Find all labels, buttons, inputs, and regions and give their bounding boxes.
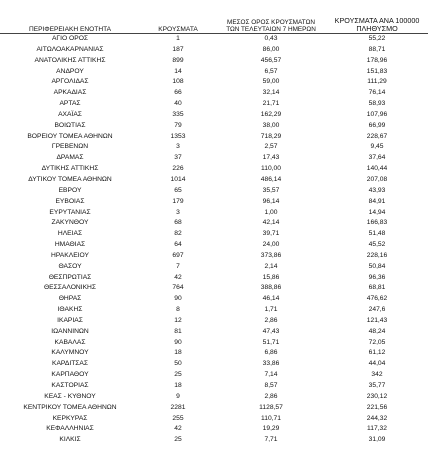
table-row (0, 283, 428, 294)
cases-cell: 65 (174, 186, 182, 194)
per-100000-cell: 140,44 (366, 165, 388, 173)
table-row (0, 99, 428, 110)
seven-day-average-cell: 24,00 (262, 241, 280, 249)
region-cell: ΕΒΡΟΥ (58, 186, 82, 194)
cases-cell: 1353 (170, 132, 186, 140)
cases-cell: 25 (174, 436, 182, 444)
cases-cell: 335 (172, 110, 184, 118)
cases-cell: 226 (172, 165, 184, 173)
table-row (0, 34, 428, 45)
seven-day-average-cell: 456,57 (260, 56, 282, 64)
region-cell: ΙΚΑΡΙΑΣ (57, 316, 83, 324)
per-100000-cell: 50,84 (368, 262, 386, 270)
per-100000-cell: 88,71 (368, 45, 386, 53)
table-row (0, 251, 428, 262)
cases-cell: 37 (174, 154, 182, 162)
per-100000-cell: 228,67 (366, 132, 388, 140)
seven-day-average-cell: 17,43 (262, 154, 280, 162)
table-row (0, 164, 428, 175)
cases-cell: 64 (174, 241, 182, 249)
region-cell: ΓΡΕΒΕΝΩΝ (51, 143, 89, 151)
per-100000-cell: 476,62 (366, 295, 388, 303)
seven-day-average-cell: 8,57 (264, 382, 278, 389)
seven-day-average-cell: 46,14 (262, 295, 280, 303)
seven-day-average-cell: 59,00 (262, 78, 280, 86)
region-cell: ΚΑΡΔΙΤΣΑΣ (51, 360, 89, 368)
region-cell: ΙΘΑΚΗΣ (57, 306, 83, 314)
per-100000-cell: 166,83 (366, 219, 388, 227)
table-row (0, 208, 428, 219)
per-100000-cell: 14,94 (368, 208, 386, 216)
cases-cell: 697 (172, 251, 184, 259)
cases-cell: 8 (176, 306, 180, 314)
per-100000-cell: 230,12 (366, 392, 388, 400)
cases-cell: 9 (176, 392, 180, 400)
per-100000-cell: 207,08 (366, 175, 388, 183)
table-row (0, 240, 428, 251)
cases-cell: 255 (172, 414, 184, 422)
table-row (0, 327, 428, 338)
cases-cell: 18 (174, 382, 182, 389)
per-100000-cell: 48,24 (368, 327, 386, 335)
header-avg-line1: ΜΕΣΟΣ ΟΡΟΣ ΚΡΟΥΣΜΑΤΩΝ (227, 19, 315, 26)
seven-day-average-cell: 32,14 (262, 89, 280, 97)
seven-day-average-cell: 1,00 (264, 208, 278, 216)
cases-cell: 899 (172, 56, 184, 64)
table-header (0, 11, 428, 34)
per-100000-cell: 117,32 (367, 425, 387, 433)
per-100000-cell: 244,32 (366, 414, 388, 422)
region-cell: ΚΑΒΑΛΑΣ (54, 338, 86, 346)
per-100000-cell: 66,99 (368, 121, 386, 129)
table-row (0, 262, 428, 273)
region-cell: ΑΝΔΡΟΥ (56, 67, 84, 75)
cases-cell: 764 (172, 284, 184, 292)
region-cell: ΚΙΛΚΙΣ (59, 436, 81, 444)
table-row (0, 294, 428, 305)
table-row (0, 370, 428, 381)
table-row (0, 45, 428, 56)
cases-cell: 25 (174, 371, 182, 379)
table-row (0, 381, 428, 392)
table-row (0, 316, 428, 327)
header-per-line1: ΚΡΟΥΣΜΑΤΑ ΑΝΑ 100000 (334, 16, 420, 25)
cases-cell: 179 (172, 197, 184, 205)
header-cases (140, 11, 216, 34)
seven-day-average-cell: 0,43 (264, 35, 278, 42)
region-cell: ΑΧΑΪΑΣ (58, 110, 82, 118)
cases-cell: 14 (174, 67, 182, 75)
cases-cell: 66 (174, 89, 182, 97)
per-100000-cell: 76,14 (368, 89, 386, 97)
table-row (0, 77, 428, 88)
seven-day-average-cell: 1,71 (264, 306, 278, 314)
seven-day-average-cell: 21,71 (262, 100, 280, 108)
region-cell: ΕΥΡΥΤΑΝΙΑΣ (49, 208, 91, 216)
per-100000-cell: 342 (371, 371, 383, 379)
region-cell: ΒΟΙΩΤΙΑΣ (54, 121, 86, 129)
region-cell: ΔΥΤΙΚΟΥ ΤΟΜΕΑ ΑΘΗΝΩΝ (28, 175, 112, 183)
cases-cell: 3 (176, 143, 180, 151)
region-cell: ΑΙΤΩΛΟΑΚΑΡΝΑΝΙΑΣ (36, 45, 104, 53)
per-100000-cell: 58,93 (368, 100, 386, 108)
cases-cell: 7 (176, 262, 180, 270)
region-cell: ΚΕΑΣ - ΚΥΘΝΟΥ (44, 392, 96, 400)
cases-cell: 79 (174, 121, 182, 129)
seven-day-average-cell: 47,43 (262, 327, 280, 335)
seven-day-average-cell: 15,86 (262, 273, 280, 281)
table-row (0, 121, 428, 132)
per-100000-cell: 68,81 (368, 284, 386, 292)
table-row (0, 359, 428, 370)
region-cell: ΑΝΑΤΟΛΙΚΗΣ ΑΤΤΙΚΗΣ (34, 56, 106, 64)
cases-cell: 2281 (170, 403, 186, 411)
cases-cell: 1014 (170, 175, 186, 183)
table-row (0, 88, 428, 99)
region-cell: ΘΗΡΑΣ (58, 295, 82, 303)
header-region (0, 11, 140, 34)
per-100000-cell: 247,6 (368, 306, 386, 314)
seven-day-average-cell: 96,14 (262, 197, 280, 205)
table-row (0, 435, 428, 446)
per-100000-cell: 151,83 (366, 67, 388, 75)
per-100000-cell: 121,43 (366, 316, 388, 324)
cases-cell: 81 (174, 327, 182, 335)
cases-cell: 40 (174, 100, 182, 108)
seven-day-average-cell: 6,86 (264, 349, 278, 357)
seven-day-average-cell: 162,29 (260, 110, 282, 118)
per-100000-cell: 31,09 (368, 436, 386, 444)
per-100000-cell: 55,22 (368, 35, 386, 42)
seven-day-average-cell: 2,14 (264, 262, 278, 270)
table-row (0, 414, 428, 425)
seven-day-average-cell: 718,29 (260, 132, 282, 140)
region-cell: ΚΑΛΥΜΝΟΥ (51, 349, 89, 357)
region-cell: ΘΑΣΟΥ (58, 262, 82, 270)
seven-day-average-cell: 110,71 (261, 414, 281, 422)
cases-cell: 18 (174, 349, 182, 357)
header-per-line2: ΠΛΗΘΥΣΜΟ (356, 24, 398, 33)
table-row (0, 392, 428, 403)
region-cell: ΘΕΣΠΡΩΤΙΑΣ (48, 273, 92, 281)
region-cell: ΖΑΚΥΝΘΟΥ (51, 219, 89, 227)
region-cell: ΚΕΡΚΥΡΑΣ (52, 414, 88, 422)
table-row (0, 197, 428, 208)
header-cases-label: ΚΡΟΥΣΜΑΤΑ (158, 26, 198, 33)
seven-day-average-cell: 2,86 (264, 316, 278, 324)
region-cell: ΚΑΣΤΟΡΙΑΣ (51, 382, 89, 389)
region-cell: ΚΑΡΠΑΘΟΥ (51, 371, 89, 379)
seven-day-average-cell: 6,57 (264, 67, 278, 75)
cases-cell: 108 (172, 78, 184, 86)
table-body (0, 34, 428, 447)
table-row (0, 175, 428, 186)
cases-cell: 68 (174, 219, 182, 227)
table-row (0, 403, 428, 414)
table-row (0, 348, 428, 359)
table-row (0, 56, 428, 67)
table-row (0, 110, 428, 121)
header-row (0, 11, 428, 34)
region-cell: ΚΕΦΑΛΛΗΝΙΑΣ (46, 425, 94, 433)
per-100000-cell: 111,29 (367, 78, 387, 86)
per-100000-cell: 35,77 (368, 382, 386, 389)
header-cases-per-100000 (326, 11, 428, 34)
seven-day-average-cell: 86,00 (262, 45, 280, 53)
per-100000-cell: 84,91 (368, 197, 386, 205)
seven-day-average-cell: 39,71 (262, 230, 280, 238)
per-100000-cell: 72,05 (368, 338, 386, 346)
seven-day-average-cell: 373,86 (260, 251, 282, 259)
region-cell: ΔΥΤΙΚΗΣ ΑΤΤΙΚΗΣ (41, 165, 99, 173)
header-avg-line2: ΤΩΝ ΤΕΛΕΥΤΑΙΩΝ 7 ΗΜΕΡΩΝ (226, 26, 316, 33)
table-row (0, 229, 428, 240)
cases-cell: 3 (176, 208, 180, 216)
seven-day-average-cell: 1128,57 (259, 403, 283, 411)
region-cell: ΑΓΙΟ ΟΡΟΣ (51, 35, 89, 42)
per-100000-cell: 228,16 (366, 251, 388, 259)
region-cell: ΑΡΓΟΛΙΔΑΣ (51, 78, 89, 86)
region-cell: ΚΕΝΤΡΙΚΟΥ ΤΟΜΕΑ ΑΘΗΝΩΝ (23, 403, 117, 411)
region-cell: ΘΕΣΣΑΛΟΝΙΚΗΣ (43, 284, 97, 292)
region-cell: ΗΡΑΚΛΕΙΟΥ (51, 251, 89, 259)
cases-cell: 187 (172, 45, 184, 53)
seven-day-average-cell: 7,71 (264, 436, 278, 444)
table-row (0, 424, 428, 435)
cases-cell: 12 (174, 316, 182, 324)
table-row (0, 142, 428, 153)
seven-day-average-cell: 486,14 (260, 175, 282, 183)
per-100000-cell: 43,93 (368, 186, 386, 194)
per-100000-cell: 45,52 (368, 241, 386, 249)
seven-day-average-cell: 2,86 (264, 392, 278, 400)
seven-day-average-cell: 35,57 (262, 186, 280, 194)
seven-day-average-cell: 110,00 (261, 165, 281, 173)
table-row (0, 338, 428, 349)
seven-day-average-cell: 2,57 (264, 143, 278, 151)
per-100000-cell: 61,12 (368, 349, 386, 357)
table-row (0, 67, 428, 78)
region-cell: ΔΡΑΜΑΣ (56, 154, 84, 162)
table-row (0, 132, 428, 143)
seven-day-average-cell: 42,14 (262, 219, 280, 227)
seven-day-average-cell: 51,71 (262, 338, 280, 346)
cases-cell: 50 (174, 360, 182, 368)
per-100000-cell: 37,64 (368, 154, 386, 162)
per-100000-cell: 44,04 (368, 360, 386, 368)
header-seven-day-average (216, 11, 326, 34)
table-row (0, 273, 428, 284)
cases-cell: 90 (174, 338, 182, 346)
seven-day-average-cell: 388,86 (260, 284, 282, 292)
region-cell: ΗΛΕΙΑΣ (57, 230, 83, 238)
per-100000-cell: 96,36 (368, 273, 386, 281)
header-region-label: ΠΕΡΙΦΕΡΕΙΑΚΗ ΕΝΟΤΗΤΑ (28, 26, 112, 33)
table-row (0, 218, 428, 229)
region-cell: ΒΟΡΕΙΟΥ ΤΟΜΕΑ ΑΘΗΝΩΝ (27, 132, 113, 140)
table-row (0, 153, 428, 164)
table-row (0, 305, 428, 316)
region-cell: ΗΜΑΘΙΑΣ (54, 241, 86, 249)
covid-cases-table (0, 11, 428, 446)
region-cell: ΕΥΒΟΙΑΣ (55, 197, 85, 205)
per-100000-cell: 221,56 (366, 403, 388, 411)
per-100000-cell: 9,45 (370, 143, 384, 151)
per-100000-cell: 107,96 (366, 110, 388, 118)
seven-day-average-cell: 38,00 (262, 121, 280, 129)
table-row (0, 186, 428, 197)
seven-day-average-cell: 7,14 (264, 371, 278, 379)
region-cell: ΙΩΑΝΝΙΝΩΝ (51, 327, 89, 335)
per-100000-cell: 178,96 (366, 56, 388, 64)
cases-cell: 42 (174, 273, 182, 281)
cases-cell: 82 (174, 230, 182, 238)
per-100000-cell: 51,48 (368, 230, 386, 238)
cases-cell: 1 (176, 35, 180, 42)
seven-day-average-cell: 33,86 (262, 360, 280, 368)
cases-cell: 42 (174, 425, 182, 433)
region-cell: ΑΡΤΑΣ (59, 100, 81, 108)
seven-day-average-cell: 19,29 (262, 425, 280, 433)
region-cell: ΑΡΚΑΔΙΑΣ (53, 89, 87, 97)
cases-cell: 90 (174, 295, 182, 303)
